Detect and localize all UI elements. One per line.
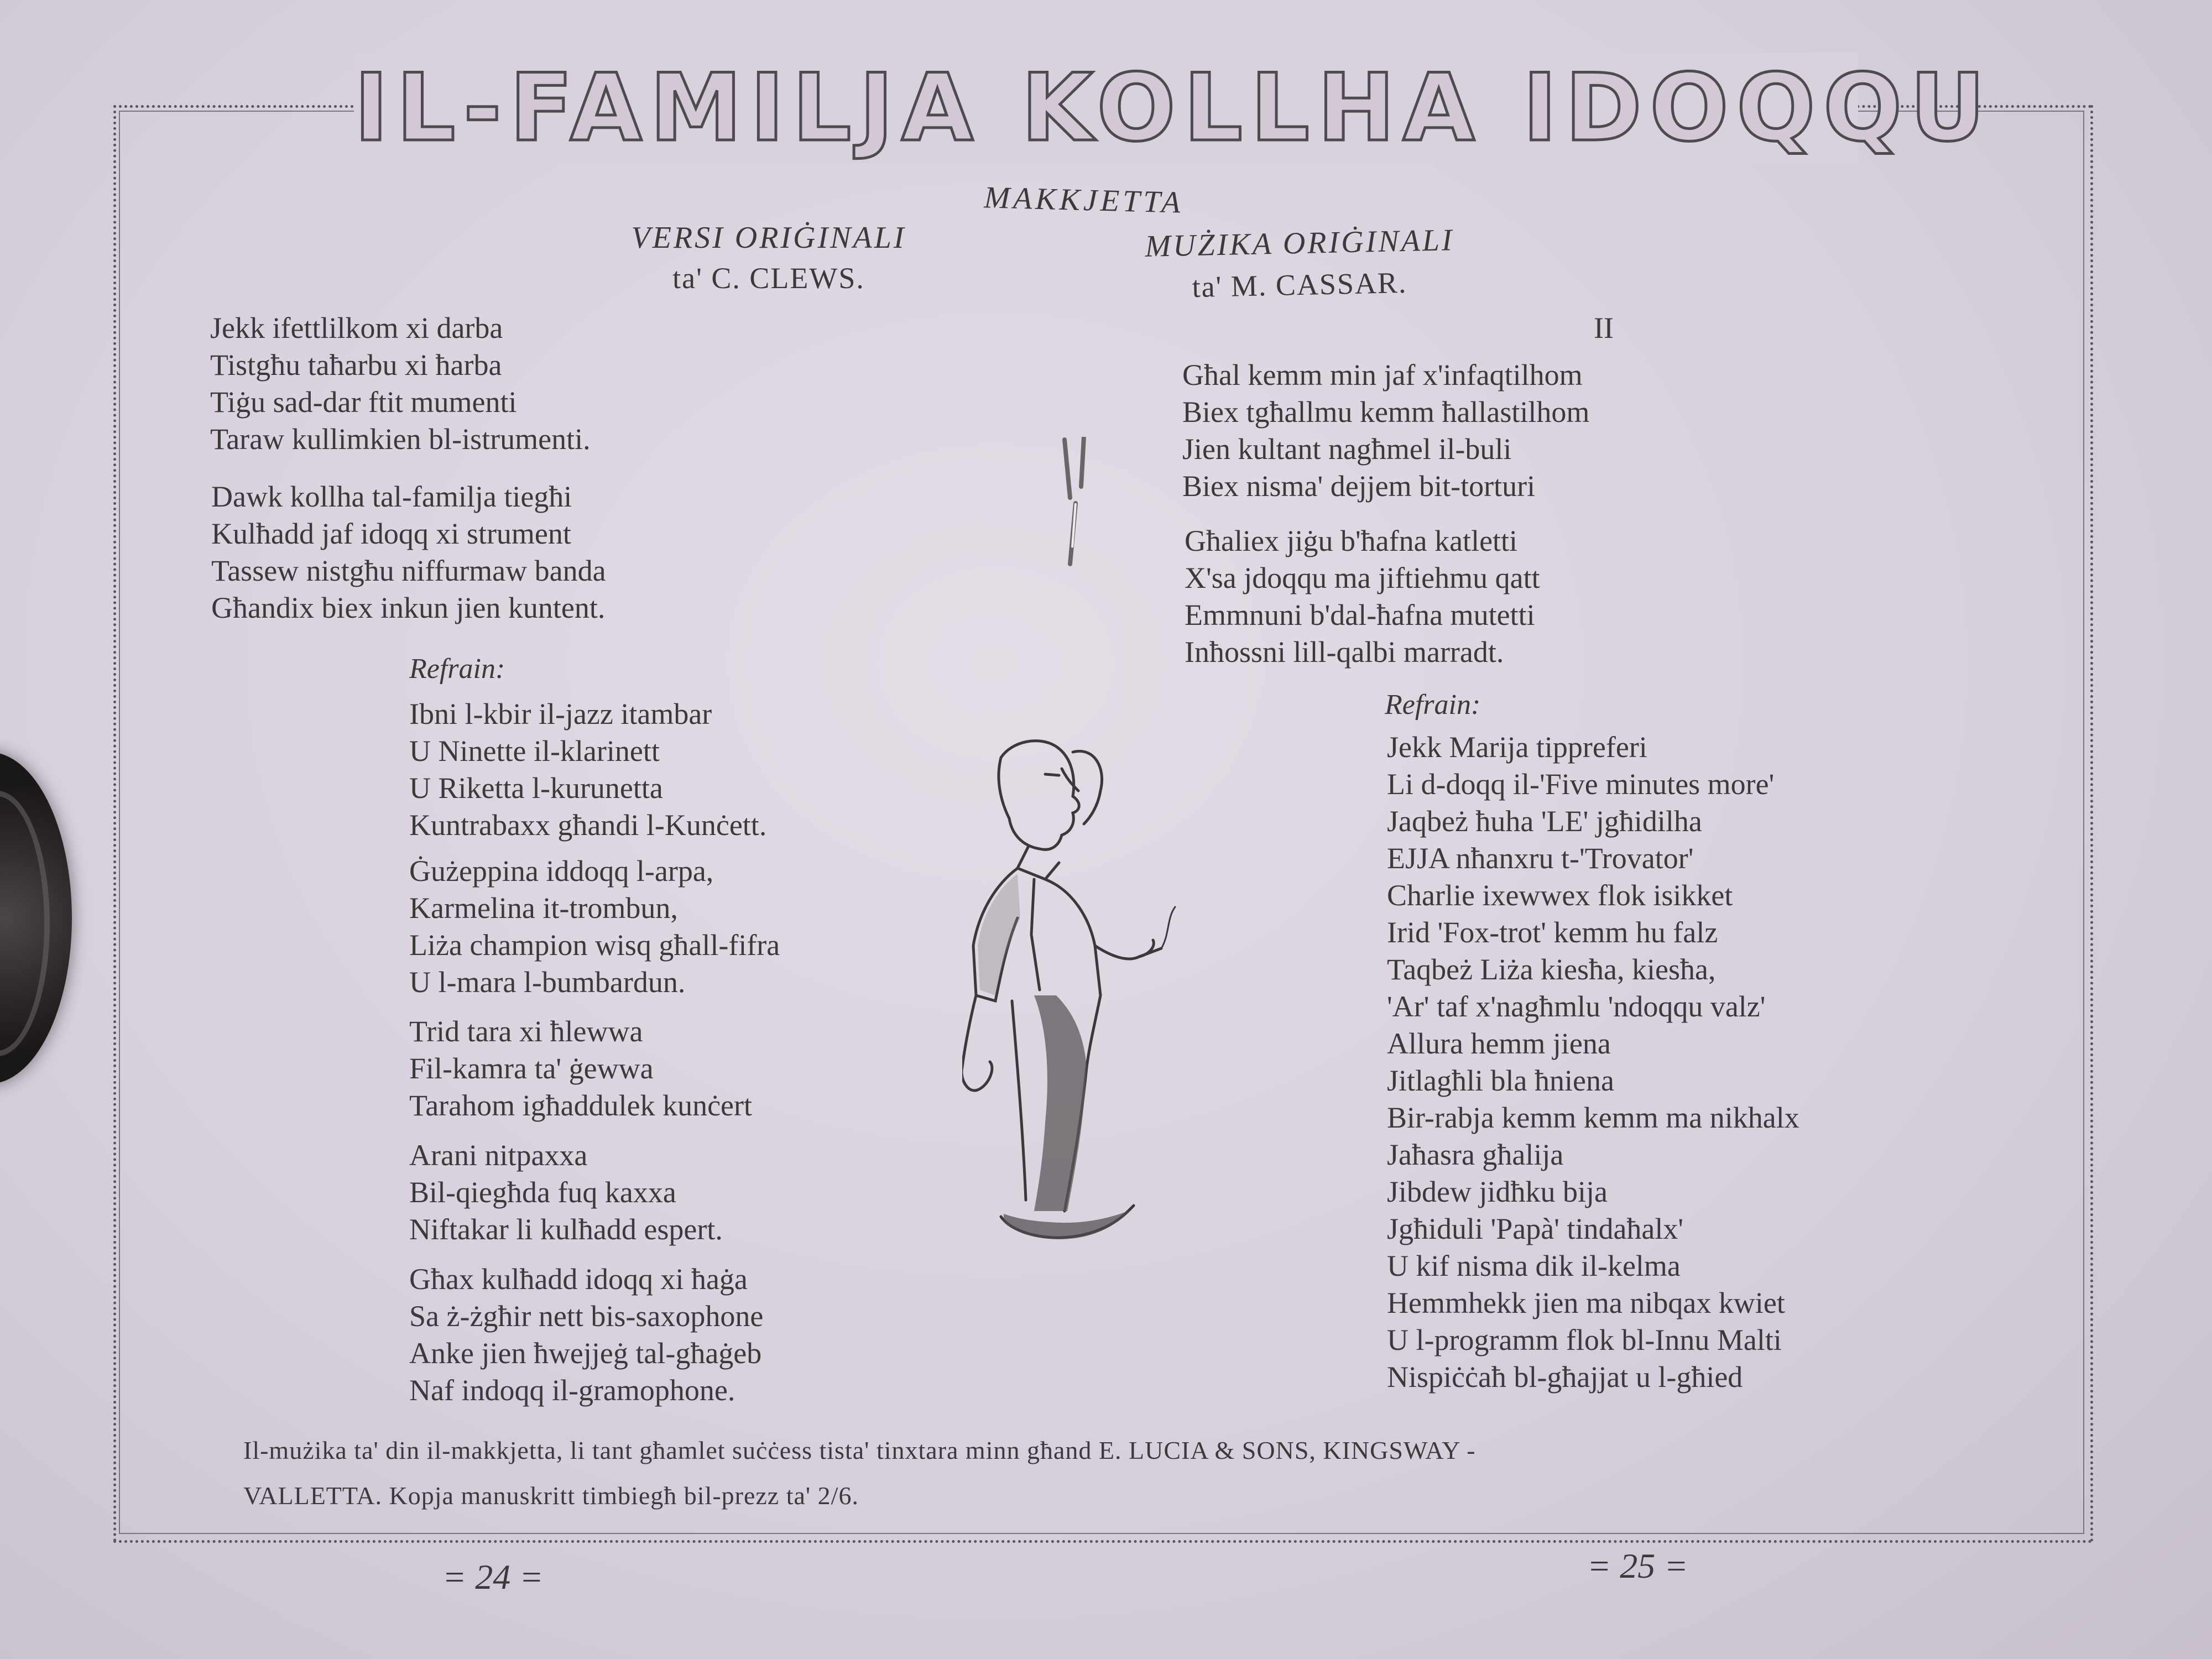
refrain-1-part-a <box>409 696 766 844</box>
refrain-line: Trid tara xi ħlewwa <box>409 1015 643 1048</box>
verse-line: Tiġu sad-dar ftit mumenti <box>210 385 517 419</box>
caricature-illustration <box>962 735 1206 1335</box>
verse-3 <box>1182 357 1589 505</box>
refrain-line: Bir-rabja kemm kemm ma nikhalx <box>1387 1101 1799 1134</box>
subtitle: MAKKJETTA <box>983 180 1185 220</box>
refrain-line: U Riketta l-kurunetta <box>409 771 663 805</box>
refrain-line: Li d-doqq il-'Five minutes more' <box>1387 768 1775 801</box>
refrain-line: U l-programm flok bl-Innu Malti <box>1387 1323 1782 1357</box>
refrain-line: Sa ż-żgħir nett bis-saxophone <box>409 1300 764 1333</box>
page-number-left: = 24 = <box>442 1557 544 1597</box>
verse-line: Biex nisma' dejjem bit-torturi <box>1182 469 1536 503</box>
refrain-line: Niftakar li kulħadd espert. <box>409 1213 723 1246</box>
refrain-2 <box>1387 729 1799 1396</box>
footer-note <box>243 1428 1991 1519</box>
verse-line: Għandix biex inkun jien kuntent. <box>211 591 606 624</box>
refrain-1-part-c <box>409 1013 752 1124</box>
refrain-line: Naf indoqq il-gramophone. <box>409 1374 735 1407</box>
refrain-line: Għax kulħadd idoqq xi ħaġa <box>409 1262 748 1296</box>
refrain-1-part-e <box>409 1261 763 1409</box>
verse-line: Tistgħu taħarbu xi ħarba <box>210 348 502 382</box>
refrain-line: Tarahom igħaddulek kunċert <box>409 1089 752 1122</box>
right-header-credit: MUŻIKA ORIĠINALI <box>1144 223 1455 264</box>
refrain-line: Jgħiduli 'Papà' tindaħalx' <box>1387 1212 1684 1245</box>
refrain-line: Charlie ixewwex flok isikket <box>1387 879 1733 912</box>
refrain-line: Jitlagħli bla ħniena <box>1387 1064 1614 1097</box>
page-number-right: = 25 = <box>1587 1546 1688 1585</box>
verse-line: Għaliex jiġu b'ħafna katletti <box>1185 524 1518 557</box>
refrain-line: U l-mara l-bumbardun. <box>409 966 686 999</box>
refrain-line: Taqbeż Liża kiesħa, kiesħa, <box>1387 953 1716 986</box>
verse-line: Tassew nistgħu niffurmaw banda <box>211 554 606 587</box>
refrain-line: Jaħasra għalija <box>1387 1138 1564 1171</box>
refrain-line: Bil-qiegħda fuq kaxxa <box>409 1176 676 1209</box>
refrain-line: Liża champion wisq għall-fifra <box>409 928 780 962</box>
left-header-author: ta' C. CLEWS. <box>672 262 865 295</box>
refrain-line: Anke jien ħwejjeġ tal-għaġeb <box>409 1337 762 1370</box>
refrain-line: U Ninette il-klarinett <box>409 734 660 768</box>
verse-line: Inħossni lill-qalbi marradt. <box>1185 635 1504 669</box>
verse-line: Taraw kullimkien bl-istrumenti. <box>210 422 591 456</box>
refrain-line: Arani nitpaxxa <box>409 1139 588 1172</box>
refrain-line: Jibdew jidħku bija <box>1387 1175 1608 1208</box>
verse-line: Biex tgħallmu kemm ħallastilhom <box>1182 395 1590 429</box>
refrain-line: Nispiċċaħ bl-għajjat u l-għied <box>1387 1360 1743 1394</box>
refrain-label-right: Refrain: <box>1385 689 1481 721</box>
refrain-line: Hemmhekk jien ma nibqax kwiet <box>1387 1286 1785 1319</box>
verse-line: Dawk kollha tal-familja tiegħi <box>211 480 572 513</box>
stanza-number: II <box>1594 311 1614 345</box>
refrain-line: Kuntrabaxx għandi l-Kunċett. <box>409 808 767 842</box>
refrain-line: Irid 'Fox-trot' kemm hu falz <box>1387 916 1718 949</box>
refrain-line: Ibni l-kbir il-jazz itambar <box>409 697 712 731</box>
verse-line: Emmnuni b'dal-ħafna mutetti <box>1185 598 1535 632</box>
page-title: IL-FAMILJA KOLLHA IDOQQU <box>354 54 1994 162</box>
verse-line: Jien kultant nagħmel il-buli <box>1182 432 1512 466</box>
footer-line: Il-mużika ta' din il-makkjetta, li tant għamlet suċċess tista' tinxtara minn għand E. LUCIA & SONS, KINGSWAY - <box>243 1436 1476 1464</box>
verse-line: X'sa jdoqqu ma jiftiehmu qatt <box>1185 561 1540 594</box>
verse-line: Kulħadd jaf idoqq xi strument <box>211 517 571 550</box>
left-header-credit: VERSI ORIĠINALI <box>631 221 906 255</box>
refrain-line: Jaqbeż ħuha 'LE' jgħidilha <box>1387 805 1702 838</box>
refrain-label-left: Refrain: <box>409 653 505 685</box>
verse-2 <box>211 478 606 627</box>
refrain-line: Karmelina it-trombun, <box>409 891 678 925</box>
notebook-binding <box>0 752 72 1084</box>
refrain-line: 'Ar' taf x'nagħmlu 'ndoqqu valz' <box>1387 990 1766 1023</box>
refrain-line: EJJA nħanxru t-'Trovator' <box>1387 842 1694 875</box>
verse-4 <box>1185 523 1540 671</box>
staple-top <box>1053 437 1098 578</box>
refrain-line: U kif nisma dik il-kelma <box>1387 1249 1681 1282</box>
refrain-line: Allura hemm jiena <box>1387 1027 1611 1060</box>
refrain-line: Fil-kamra ta' ġewwa <box>409 1052 654 1085</box>
refrain-1-part-d <box>409 1137 723 1248</box>
right-header-author: ta' M. CASSAR. <box>1192 265 1407 304</box>
verse-1 <box>210 310 591 458</box>
footer-line: VALLETTA. Kopja manuskritt timbiegħ bil-prezz ta' 2/6. <box>243 1481 859 1510</box>
verse-line: Għal kemm min jaf x'infaqtilhom <box>1182 358 1583 392</box>
refrain-1-part-b <box>409 853 780 1001</box>
refrain-line: Ġużeppina iddoqq l-arpa, <box>409 854 714 888</box>
verse-line: Jekk ifettlilkom xi darba <box>210 311 503 345</box>
refrain-line: Jekk Marija tippreferi <box>1387 731 1647 764</box>
